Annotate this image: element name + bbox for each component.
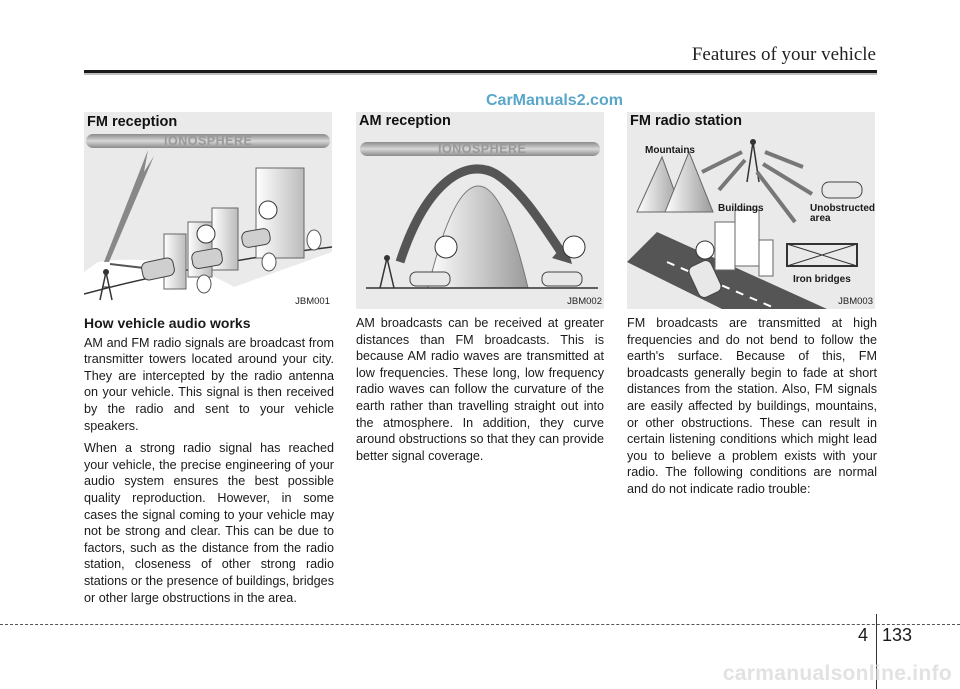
column-1 — [84, 315, 334, 612]
car-icon — [410, 272, 450, 286]
figure-code: JBM001 — [295, 296, 330, 307]
watermark-top: CarManuals2.com — [486, 92, 623, 109]
radio-tower-icon — [380, 255, 394, 288]
figure-title: FM reception — [87, 114, 178, 130]
paragraph: When a strong radio signal has reached your vehicle, the precise engineering of your audio system ensures the best possible quality reproduction. However, in some cases the signal coming to your vehicle may not be strong and clear. This can be due to factors, such as the distance from the radio station, closeness of other strong radio stations or the presence of buildings, bridges or other large obstructions in the area. — [84, 441, 334, 605]
figure-fm-reception — [84, 112, 332, 309]
label-unobstructed-line2: area — [810, 213, 831, 224]
footer-rule — [0, 624, 960, 625]
section-title: Features of your vehicle — [691, 44, 876, 65]
paragraph: FM broadcasts are transmitted at high frequencies and do not bend to follow the earth's surface. Because of this, FM broadcasts generally begin to fade at short distances from the station. Also, FM signals are easily affected by buildings, mountains, or other obstructions. These can result in certain listening conditions which might lead you to believe a problem exists with your radio. The following conditions are normal and do not indicate radio trouble: — [627, 316, 877, 496]
label-unobstructed-line1: Unobstructed — [810, 203, 875, 214]
figure-title: FM radio station — [630, 113, 742, 129]
label-buildings: Buildings — [718, 203, 764, 214]
column-2 — [356, 315, 604, 470]
watermark-bottom: carmanualsonline.info — [722, 662, 952, 685]
column-3 — [627, 315, 877, 504]
ionosphere-label: IONOSPHERE — [438, 142, 527, 156]
mountain — [665, 152, 713, 212]
figure-code: JBM003 — [838, 296, 873, 307]
car-icon — [822, 182, 862, 198]
figure-am-reception — [356, 112, 604, 309]
label-iron-bridges: Iron bridges — [793, 274, 851, 285]
header-rule-shadow — [84, 73, 877, 75]
label-unobstructed — [810, 204, 875, 224]
page-number: 133 — [882, 625, 913, 645]
paragraph: AM broadcasts can be received at greater distances than FM broadcasts. This is because AM radio waves are transmitted at low frequencies. These long, low frequency radio waves can follow the curvature of the earth rather than travelling straight out into the atmosphere. In addition, they curve around obstructions so that they can provide better signal coverage. — [356, 316, 604, 463]
signal-bolt — [104, 150, 154, 262]
section-heading: How vehicle audio works — [84, 315, 251, 331]
chapter-number: 4 — [858, 625, 869, 645]
figure-code: JBM002 — [567, 296, 602, 307]
figure-fm-radio-station — [627, 112, 875, 309]
paragraph: AM and FM radio signals are broadcast from transmitter towers located around your city. They are intercepted by the radio antenna on your vehicle. This signal is then received by the radio and sent to your vehicle speakers. — [84, 335, 334, 433]
ionosphere-label: IONOSPHERE — [164, 134, 253, 148]
car-icon — [542, 272, 582, 286]
label-mountains: Mountains — [645, 145, 695, 156]
figure-title: AM reception — [359, 113, 451, 129]
